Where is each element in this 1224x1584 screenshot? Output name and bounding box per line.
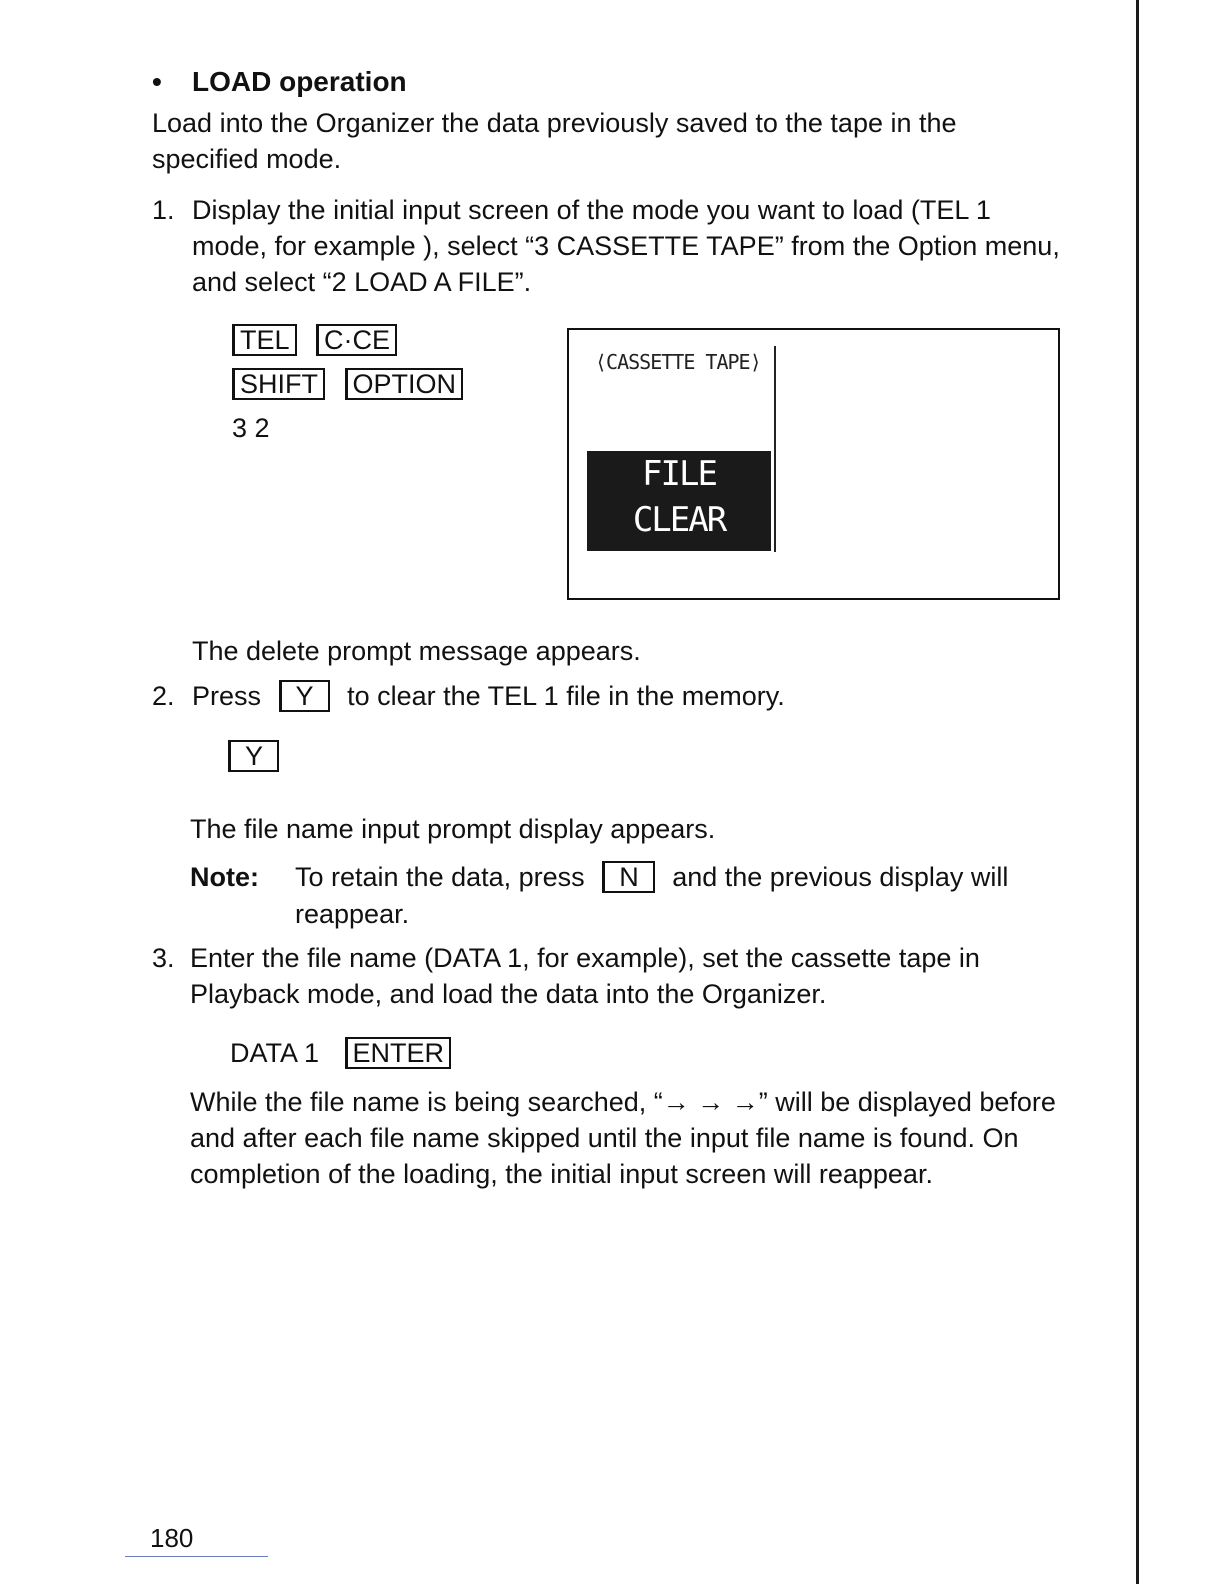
note-label: Note:: [190, 862, 259, 892]
step-2: [152, 678, 1082, 714]
step-1-text: Display the initial input screen of the mode you want to load (TEL 1 mode, for example ), select “3 CASSETTE TAPE” from the Option menu, and select “2 LOAD A FILE”.: [192, 195, 1060, 297]
step-number: 2.: [152, 681, 175, 711]
note-continuation: reappear.: [295, 899, 410, 929]
lcd-line-1: FILE CLEAR: [632, 454, 726, 540]
note-text: To retain the data, press N and the previous display will: [295, 862, 1009, 892]
heading-title: LOAD operation: [192, 66, 407, 97]
intro-paragraph: Load into the Organizer the data previously saved to the tape in the specified mode.: [152, 108, 957, 174]
page-number: 180: [150, 1523, 194, 1553]
input-text: DATA 1: [230, 1038, 320, 1068]
key-n: N: [602, 861, 655, 893]
page-number-underline: [125, 1556, 268, 1557]
key-sequence-3: [230, 1035, 463, 1071]
key-sequence-2: [228, 738, 291, 774]
key-enter: ENTER: [345, 1037, 452, 1069]
step-1: [152, 192, 1082, 297]
step-2-text: [192, 678, 1072, 714]
key-option: OPTION: [345, 368, 464, 400]
key-digits: 3 2: [232, 413, 270, 443]
step-number: 1.: [152, 195, 175, 225]
lcd-line-2: OK ? Y/N: [605, 546, 753, 586]
step-1-result: The delete prompt message appears.: [192, 636, 641, 666]
key-y: Y: [279, 680, 330, 712]
step-2-post: to clear the TEL 1 file in the memory.: [347, 681, 785, 711]
key-y: Y: [228, 740, 279, 772]
step-2-result: The file name input prompt display appears.: [190, 814, 716, 844]
lcd-title: ⟨CASSETTE TAPE⟩: [595, 350, 761, 374]
right-margin-rule: [1136, 0, 1139, 1584]
step-2-pre: Press: [192, 681, 262, 711]
key-shift: SHIFT: [232, 368, 325, 400]
section-heading: [152, 64, 407, 100]
key-tel: TEL: [232, 324, 297, 356]
bullet: •: [152, 66, 162, 97]
step-number: 3.: [152, 943, 175, 973]
key-cce: C·CE: [316, 324, 397, 356]
key-sequence-1: [232, 322, 475, 454]
step-3-text: Enter the file name (DATA 1, for example), set the cassette tape in Playback mode, and load the data into the Organizer.: [190, 943, 980, 1009]
lcd-prompt: [587, 451, 771, 586]
step-3: [152, 940, 1082, 1009]
lcd-cursor: [774, 346, 776, 552]
note: [190, 859, 1090, 895]
lcd-display: [567, 328, 1060, 600]
step-3-result: While the file name is being searched, “→ → →” will be displayed before and after each file name skipped until the input file name is found. On completion of the loading, the initial input screen will reappear.: [190, 1087, 1056, 1189]
